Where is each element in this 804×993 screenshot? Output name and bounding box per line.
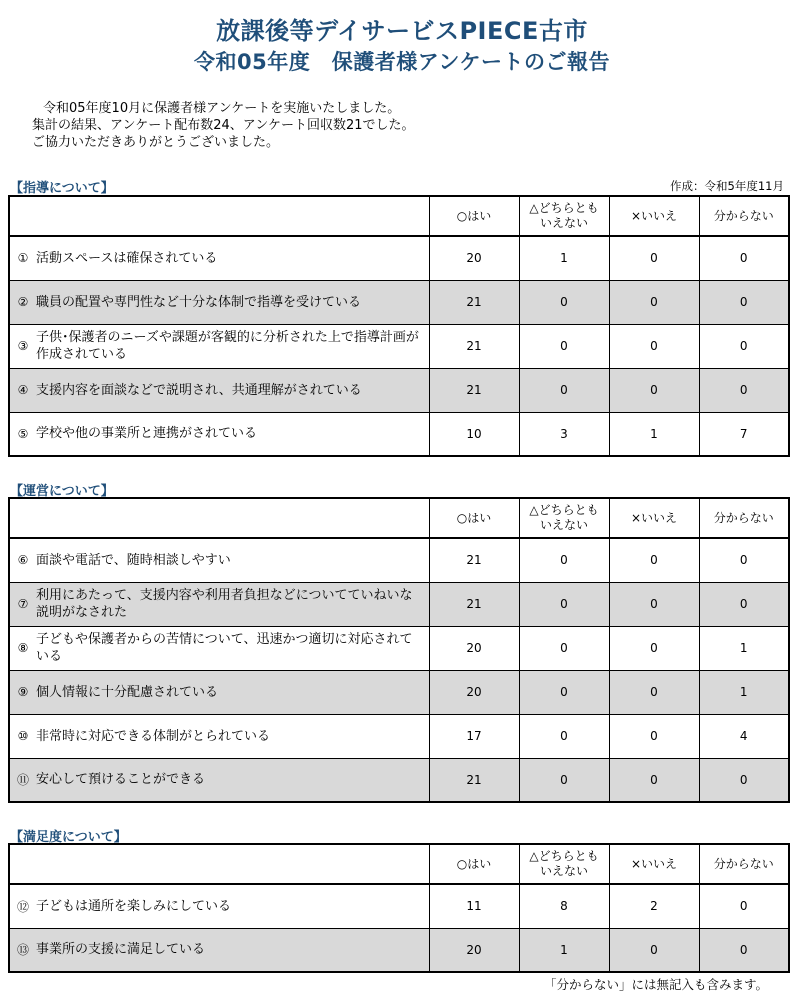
intro-text: [32, 100, 415, 151]
count-unknown: 7: [699, 412, 789, 456]
question-text: 子供･保護者のニーズや課題が客観的に分析された上で指導計画が作成されている: [36, 330, 419, 362]
column-header-neutral: △どちらとも いえない: [519, 498, 609, 538]
count-unknown: 0: [699, 368, 789, 412]
count-no: 1: [609, 412, 699, 456]
question-text: 利用にあたって、支援内容や利用者負担などについてていねいな説明がなされた: [36, 588, 413, 620]
count-no: 0: [609, 324, 699, 368]
question-number: ②: [17, 295, 29, 309]
header-question-cell: [9, 844, 429, 884]
count-no: 0: [609, 626, 699, 670]
count-unknown: 1: [699, 626, 789, 670]
column-header-yes: ○はい: [429, 844, 519, 884]
count-yes: 10: [429, 412, 519, 456]
table-row: [9, 236, 789, 280]
column-header-yes: ○はい: [429, 498, 519, 538]
count-neutral: 0: [519, 714, 609, 758]
table-row: [9, 280, 789, 324]
page-title: 放課後等デイサービスPIECE古市: [216, 17, 588, 45]
survey-table-satisfaction: [8, 843, 790, 973]
column-header-unknown: 分からない: [699, 196, 789, 236]
count-yes: 21: [429, 280, 519, 324]
question-text: 子どもや保護者からの苦情について、迅速かつ適切に対応されている: [36, 632, 413, 664]
count-neutral: 3: [519, 412, 609, 456]
column-header-no: ×いいえ: [609, 196, 699, 236]
question-text: 面談や電話で、随時相談しやすい: [36, 552, 231, 568]
count-neutral: 8: [519, 884, 609, 928]
column-header-unknown: 分からない: [699, 844, 789, 884]
count-neutral: 0: [519, 582, 609, 626]
table-row: [9, 884, 789, 928]
section-heading-guidance: 【指導について】: [10, 181, 114, 196]
table-row: [9, 928, 789, 972]
count-no: 0: [609, 368, 699, 412]
count-yes: 11: [429, 884, 519, 928]
question-text: 個人情報に十分配慮されている: [36, 684, 219, 700]
count-no: 2: [609, 884, 699, 928]
table-row: [9, 626, 789, 670]
question-text: 支援内容を面談などで説明され、共通理解がされている: [36, 382, 362, 398]
table-row: [9, 714, 789, 758]
count-neutral: 0: [519, 538, 609, 582]
header-question-cell: [9, 196, 429, 236]
question-text: 事業所の支援に満足している: [36, 942, 206, 958]
table-row: [9, 412, 789, 456]
question-cell: [9, 538, 429, 582]
count-neutral: 0: [519, 324, 609, 368]
intro-line: 集計の結果、アンケート配布数24、アンケート回収数21でした。: [32, 118, 415, 133]
question-number: ⑬: [16, 943, 29, 958]
question-cell: [9, 324, 429, 368]
count-yes: 21: [429, 538, 519, 582]
count-yes: 20: [429, 670, 519, 714]
count-no: 0: [609, 236, 699, 280]
table-header-row: [9, 844, 789, 884]
question-cell: [9, 670, 429, 714]
question-text: 学校や他の事業所と連携がされている: [36, 426, 258, 442]
count-yes: 20: [429, 236, 519, 280]
question-number: ⑪: [16, 773, 29, 788]
footnote: 「分からない」には無記入も含みます。: [543, 977, 768, 992]
count-unknown: 0: [699, 236, 789, 280]
question-number: ⑧: [17, 641, 29, 655]
count-neutral: 1: [519, 236, 609, 280]
intro-line: ご協力いただきありがとうございました。: [32, 135, 280, 150]
count-unknown: 0: [699, 324, 789, 368]
table-header-row: [9, 196, 789, 236]
question-cell: [9, 884, 429, 928]
count-yes: 20: [429, 928, 519, 972]
question-number: ⑫: [16, 899, 29, 914]
question-number: ③: [17, 339, 29, 353]
count-unknown: 0: [699, 280, 789, 324]
column-header-neutral: △どちらとも いえない: [519, 196, 609, 236]
section-heading-satisfaction: 【満足度について】: [10, 830, 127, 845]
count-unknown: 1: [699, 670, 789, 714]
column-header-no: ×いいえ: [609, 844, 699, 884]
count-neutral: 0: [519, 758, 609, 802]
question-cell: [9, 582, 429, 626]
created-date: 作成：令和5年度11月: [670, 179, 784, 193]
count-no: 0: [609, 280, 699, 324]
count-neutral: 0: [519, 280, 609, 324]
count-yes: 21: [429, 758, 519, 802]
question-cell: [9, 412, 429, 456]
table-row: [9, 670, 789, 714]
count-unknown: 0: [699, 884, 789, 928]
count-no: 0: [609, 670, 699, 714]
table-row: [9, 368, 789, 412]
count-unknown: 0: [699, 758, 789, 802]
question-text: 子どもは通所を楽しみにしている: [36, 898, 232, 914]
question-number: ①: [17, 251, 29, 266]
question-number: ⑥: [17, 553, 29, 568]
section-heading-operation: 【運営について】: [10, 484, 114, 499]
count-neutral: 1: [519, 928, 609, 972]
survey-table-guidance: [8, 195, 790, 457]
table-row: [9, 758, 789, 802]
column-header-no: ×いいえ: [609, 498, 699, 538]
count-unknown: 0: [699, 582, 789, 626]
count-yes: 17: [429, 714, 519, 758]
count-no: 0: [609, 714, 699, 758]
count-no: 0: [609, 582, 699, 626]
question-text: 職員の配置や専門性など十分な体制で指導を受けている: [36, 294, 362, 310]
table-header-row: [9, 498, 789, 538]
column-header-yes: ○はい: [429, 196, 519, 236]
count-no: 0: [609, 928, 699, 972]
count-unknown: 4: [699, 714, 789, 758]
survey-table-operation: [8, 497, 790, 803]
column-header-neutral: △どちらとも いえない: [519, 844, 609, 884]
table-row: [9, 582, 789, 626]
count-neutral: 0: [519, 626, 609, 670]
table-row: [9, 538, 789, 582]
count-yes: 20: [429, 626, 519, 670]
question-cell: [9, 368, 429, 412]
table-row: [9, 324, 789, 368]
question-cell: [9, 714, 429, 758]
question-cell: [9, 280, 429, 324]
count-neutral: 0: [519, 368, 609, 412]
count-yes: 21: [429, 368, 519, 412]
question-text: 非常時に対応できる体制がとられている: [36, 728, 271, 744]
count-yes: 21: [429, 324, 519, 368]
header-question-cell: [9, 498, 429, 538]
count-neutral: 0: [519, 670, 609, 714]
question-cell: [9, 758, 429, 802]
count-unknown: 0: [699, 928, 789, 972]
question-number: ④: [17, 383, 29, 397]
question-cell: [9, 928, 429, 972]
intro-line: 令和05年度10月に保護者様アンケートを実施いたしました。: [43, 101, 401, 116]
question-text: 安心して預けることができる: [36, 772, 206, 788]
question-number: ⑨: [17, 685, 29, 699]
column-header-unknown: 分からない: [699, 498, 789, 538]
question-number: ⑦: [17, 597, 29, 611]
question-cell: [9, 626, 429, 670]
question-text: 活動スペースは確保されている: [36, 250, 218, 266]
count-no: 0: [609, 758, 699, 802]
count-no: 0: [609, 538, 699, 582]
question-cell: [9, 236, 429, 280]
count-yes: 21: [429, 582, 519, 626]
page-subtitle: 令和05年度 保護者様アンケートのご報告: [194, 50, 610, 74]
question-number: ⑤: [17, 426, 29, 441]
count-unknown: 0: [699, 538, 789, 582]
question-number: ⑩: [17, 729, 29, 743]
